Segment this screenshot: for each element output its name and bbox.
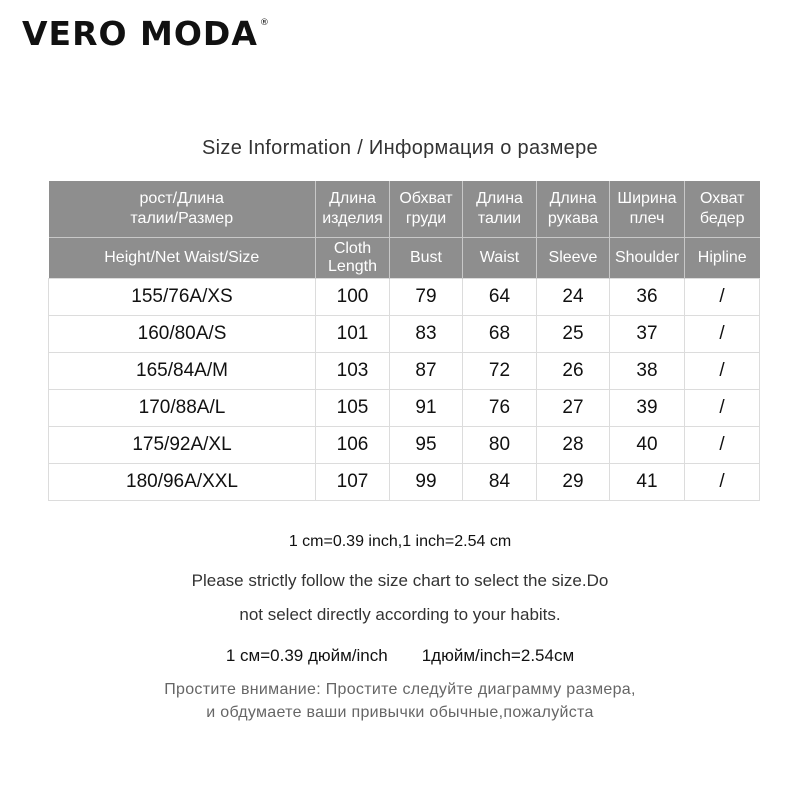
measurement-cell: 40 (610, 427, 685, 464)
size-label-cell: 165/84A/M (49, 353, 316, 390)
measurement-cell: 64 (463, 279, 537, 316)
measurement-cell: 99 (390, 464, 463, 501)
measurement-cell: 103 (316, 353, 390, 390)
header-label: Height/Net Waist/Size (104, 249, 260, 266)
measurement-cell: 68 (463, 316, 537, 353)
header-cell-en-4 (537, 238, 610, 279)
measurement-cell: / (685, 353, 760, 390)
measurement-cell: 28 (537, 427, 610, 464)
measurement-cell: 87 (390, 353, 463, 390)
measurement-cell: 106 (316, 427, 390, 464)
header-label: Shoulder (614, 249, 680, 266)
header-label: Bust (409, 249, 442, 266)
measurement-cell: 95 (390, 427, 463, 464)
header-label: рост/Длина (139, 190, 224, 207)
measurement-cell: / (685, 427, 760, 464)
conversion-note-en: 1 cm=0.39 inch,1 inch=2.54 cm (288, 533, 512, 550)
measurement-cell: 105 (316, 390, 390, 427)
header-label: Ширина (617, 190, 677, 207)
header-label: талии (477, 210, 522, 227)
header-cell-en-2 (390, 238, 463, 279)
header-cell-en-3 (463, 238, 537, 279)
measurement-cell: / (685, 279, 760, 316)
measurement-cell: 84 (463, 464, 537, 501)
page-title: Size Information / Информация о размере (202, 137, 598, 159)
measurement-cell: / (685, 464, 760, 501)
measurement-cell: 36 (610, 279, 685, 316)
header-label: Длина (549, 190, 597, 207)
measurement-cell: 107 (316, 464, 390, 501)
header-label: Обхват (399, 190, 453, 207)
measurement-cell: 41 (610, 464, 685, 501)
header-cell-en-0 (49, 238, 316, 279)
measurement-cell: 79 (390, 279, 463, 316)
measurement-cell: 83 (390, 316, 463, 353)
size-label-cell: 175/92A/XL (49, 427, 316, 464)
header-cell-en-1 (316, 238, 390, 279)
size-label-cell: 155/76A/XS (49, 279, 316, 316)
table-row (49, 279, 760, 316)
header-label: плеч (629, 210, 665, 227)
measurement-cell: 76 (463, 390, 537, 427)
measurement-cell: 26 (537, 353, 610, 390)
advice-note-ru-line1: Простите внимание: Простите следуйте диаграмму размера, (164, 681, 636, 698)
header-label: Hipline (697, 249, 747, 266)
size-label-cell: 160/80A/S (49, 316, 316, 353)
size-table (48, 181, 760, 501)
size-table-body (49, 279, 760, 501)
table-row (49, 353, 760, 390)
header-cell-en-6 (685, 238, 760, 279)
measurement-cell: 39 (610, 390, 685, 427)
registered-mark: ® (259, 18, 270, 28)
measurement-cell: 72 (463, 353, 537, 390)
header-label: изделия (322, 210, 383, 227)
header-label: Длина (476, 190, 523, 207)
header-cell-ru-1 (316, 181, 390, 238)
size-label-cell: 180/96A/XXL (49, 464, 316, 501)
header-label: Длина (329, 190, 376, 207)
header-label: бедер (699, 210, 745, 227)
header-cell-ru-3 (463, 181, 537, 238)
brand-logo (22, 14, 270, 53)
header-label: Length (328, 258, 377, 275)
table-row (49, 316, 760, 353)
header-label: Waist (479, 249, 520, 266)
header-label: рукава (547, 210, 599, 227)
conversion-note-ru (0, 646, 800, 666)
measurement-cell: / (685, 390, 760, 427)
measurement-cell: 80 (463, 427, 537, 464)
header-cell-ru-4 (537, 181, 610, 238)
conversion-ru-inch: 1дюйм/inch=2.54см (421, 646, 575, 665)
measurement-cell: 91 (390, 390, 463, 427)
header-row-en (49, 238, 760, 279)
header-label: Охват (700, 190, 745, 207)
measurement-cell: 38 (610, 353, 685, 390)
measurement-cell: 24 (537, 279, 610, 316)
header-cell-ru-0 (49, 181, 316, 238)
measurement-cell: 27 (537, 390, 610, 427)
header-label: Sleeve (548, 249, 598, 266)
header-cell-ru-5 (610, 181, 685, 238)
advice-note-line2: not select directly according to your habits. (239, 605, 561, 624)
measurement-cell: 100 (316, 279, 390, 316)
size-table-header (49, 181, 760, 279)
table-row (49, 390, 760, 427)
conversion-ru-cm: 1 см=0.39 дюйм/inch (225, 646, 388, 665)
header-label: талии/Размер (130, 210, 234, 227)
header-cell-en-5 (610, 238, 685, 279)
measurement-cell: 29 (537, 464, 610, 501)
advice-note-ru-line2: и обдумаете ваши привычки обычные,пожалуйста (206, 704, 594, 721)
measurement-cell: / (685, 316, 760, 353)
brand-name: VERO MODA (22, 14, 258, 53)
header-cell-ru-6 (685, 181, 760, 238)
header-label: Cloth (333, 240, 372, 257)
measurement-cell: 37 (610, 316, 685, 353)
size-label-cell: 170/88A/L (49, 390, 316, 427)
advice-note-line1: Please strictly follow the size chart to select the size.Do (191, 571, 609, 590)
measurement-cell: 25 (537, 316, 610, 353)
header-cell-ru-2 (390, 181, 463, 238)
header-row-ru (49, 181, 760, 238)
table-row (49, 464, 760, 501)
header-label: груди (405, 210, 447, 227)
measurement-cell: 101 (316, 316, 390, 353)
table-row (49, 427, 760, 464)
